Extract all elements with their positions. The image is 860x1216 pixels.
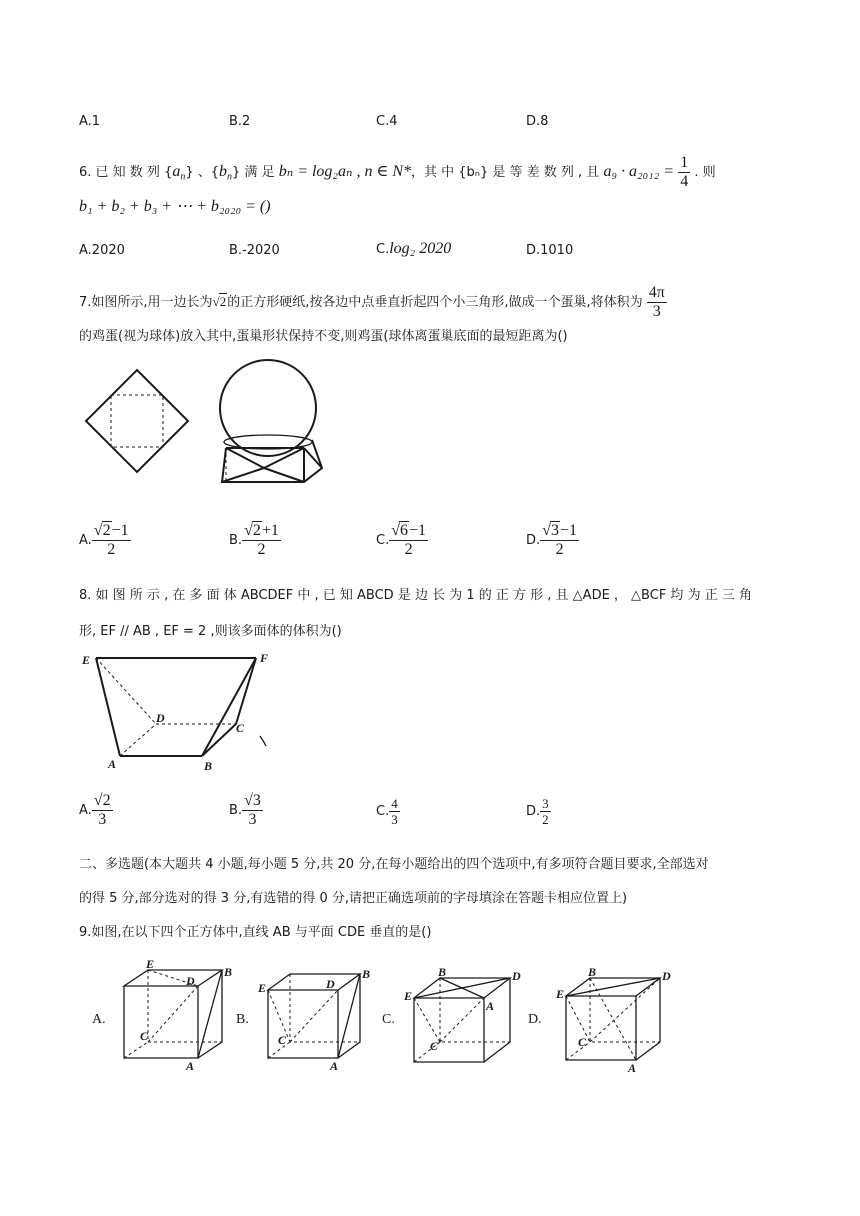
q9-label-c: C. [382,1012,395,1027]
q9-cube-b-c: C [278,1033,287,1047]
q6-option-a: A.2020 [79,243,125,258]
q7-option-b-tail: +1 [261,522,279,539]
q9-cube-b-cd [290,990,338,1042]
q9-cube-b-e: E [258,981,267,995]
q8-edge-ad [120,724,156,756]
q9-cube-c-e: E [404,989,413,1003]
q8-stray-mark [260,736,266,746]
q7-option-b-rad: 2 [252,522,261,539]
q8-option-b-label: B. [229,803,243,818]
q8-option-b [229,792,263,829]
q7-option-c-rad: 6 [400,522,408,539]
q7-option-a-tail: −1 [111,522,129,539]
q7-volume-fraction [647,284,667,321]
q6-cond: a₉ · a₂₀₁₂ = [603,163,675,180]
q9-cube-a-front [124,986,198,1058]
section2-line1: 二、多选题(本大题共 4 小题,每小题 5 分,共 20 分,在每小题给出的四个选项中,有多项符合题目要求,全部选对 [79,857,709,872]
q7-sqrt-rad: 2 [219,294,227,309]
q8-line1: 8. 如 图 所 示 , 在 多 面 体 ABCDEF 中 , 已 知 ABCD 是 边 长 为 1 的 正 方 形 , 且 △ADE ， △BCF 均 为 正 三 角 [79,588,752,603]
q6-stem-b: } 满 足 [232,165,279,180]
q7-egg-sphere [220,360,316,456]
q7-option-c-tail: −1 [409,522,427,539]
q7-option-a-label: A. [79,533,92,548]
q6-b-sub: n [227,171,233,183]
q8-option-d-den: 2 [542,812,549,827]
q9-cube-b-hidden [290,974,360,1042]
q9-cube-d [556,965,672,1075]
q9-cube-a [118,957,238,1073]
q7-stem [79,284,667,321]
q8-option-a-num: √2 [93,792,111,809]
section2-line2: 的得 5 分,部分选对的得 3 分,有选错的得 0 分,请把正确选项前的字母填涂在答题卡相应位置上) [79,891,628,906]
q8-option-c-num: 4 [391,796,398,811]
q7-option-d-den: 2 [555,541,564,558]
q9-cube-d-cd [590,978,660,1042]
q6-sum-line: b₁ + b₂ + b₃ + ⋯ + b₂₀₂₀ = () [79,198,271,215]
q9-cube-a-hidden2 [124,1042,148,1058]
q6-sep: } 、{ [185,165,220,180]
q5-option-d: D.8 [526,114,549,129]
q9-cube-c-hidden [440,978,510,1042]
q9-cube-a-cd [148,986,198,1042]
q7-egg-nest-figure [212,360,332,510]
q9-cube-d-side [636,978,660,1060]
q9-label-b: B. [236,1012,249,1027]
q9-cube-c-front [414,998,484,1062]
q6-option-b: B.-2020 [229,243,280,258]
q7-vol-den: 3 [652,303,661,320]
q9-cube-b-b: B [362,967,371,981]
q8-option-d [526,796,551,827]
q7-square-figure [82,368,192,478]
q9-label-d: D. [528,1012,542,1027]
q7-option-a-rad: 2 [102,522,111,539]
q7-option-d-label: D. [526,533,541,548]
q7-nest-fold-2 [264,448,304,468]
q6-cond-den: 4 [680,173,689,190]
q9-cube-b [258,967,374,1073]
q9-cube-d-ed [566,978,660,996]
q7-option-a-den: 2 [107,541,116,558]
q7-option-c-den: 2 [404,541,413,558]
q9-cube-c-side [484,978,510,1062]
q8-option-d-num: 3 [542,796,549,811]
q8-option-a-den: 3 [98,811,107,828]
q6-stem [79,154,716,191]
q9-cube-d-e: E [556,987,565,1001]
q9-label-a: A. [92,1012,106,1027]
q9-cube-a-d: D [186,974,195,988]
q6-a-sub: n [180,171,186,183]
q6-formula: bₙ = log₂aₙ , n ∈ N* [278,163,411,180]
q9-cube-a-c: C [140,1029,149,1043]
q8-edge-bc [202,724,236,756]
q8-edge-fb [202,658,256,756]
q6-stem-d: . 则 [694,165,716,180]
q7-option-b-den: 2 [257,541,266,558]
q6-a-n: a [172,163,181,180]
q9-cube-d-d: D [662,969,671,983]
q7-option-d-tail: −1 [559,522,577,539]
q8-option-d-label: D. [526,804,541,819]
q6-stem-c: ，其 中 {bₙ} 是 等 差 数 列 , 且 [411,165,604,180]
q7-option-c-label: C. [376,533,390,548]
q9-cube-c-ba [440,978,484,998]
q9-cube-a-aa: A [186,1059,195,1073]
q9-cube-d-ba [590,978,636,1060]
q8-label-a: A [108,757,117,771]
q6-option-d: D.1010 [526,243,574,258]
q9-cube-c-d: D [512,969,521,983]
q7-option-d-rad: 3 [550,522,559,539]
q7-outer-diamond [86,370,188,472]
q8-edge-ea [96,658,120,756]
q8-edge-fc [236,658,256,724]
q9-cube-c-c: C [430,1039,439,1053]
q6-stem-a: 6. 已 知 数 列 { [79,165,173,180]
q8-label-c: C [236,721,245,735]
q9-cube-d-aa: A [628,1061,637,1075]
q9-cube-d-c: C [578,1035,587,1049]
q7-inner-square [111,395,163,447]
q7-option-d: D. $\frac{√3-1}{2}$ [526,522,577,558]
q9-cube-c-aa: A [486,999,495,1013]
q9-cube-b-d: D [326,977,335,991]
q7-sphere-equator [224,435,312,449]
q6-option-c [376,240,451,258]
q5-option-c: C.4 [376,114,398,129]
q9-cube-a-hidden [148,970,222,1042]
q8-option-b-den: 3 [248,811,257,828]
q8-line2: 形, EF // AB , EF = 2 ,则该多面体的体积为() [79,624,342,639]
q6-cond-fraction [678,154,690,191]
q7-nest-fold-4 [264,468,304,482]
q7-line2: 的鸡蛋(视为球体)放入其中,蛋巢形状保持不变,则鸡蛋(球体离蛋巢底面的最短距离为() [79,329,568,344]
q8-polyhedron-figure [80,648,280,773]
q8-option-a [79,792,113,829]
q7-option-b: B. $\frac{√2+1}{2}$ [229,522,279,558]
q8-label-e: E [82,653,91,667]
q8-option-a-label: A. [79,803,92,818]
q9-cube-b-front [268,990,338,1058]
q8-label-b: B [204,759,213,773]
q7-option-b-label: B. [229,533,243,548]
q8-option-b-num: √3 [244,792,261,809]
q9-cube-b-ab [338,974,360,1058]
q9-cube-c-ec [414,998,440,1042]
q8-label-d: D [156,711,165,725]
q9-cube-a-e: E [146,957,155,971]
q6-option-c-math: log₂ 2020 [389,240,452,257]
q7-sqrt: √2 [212,294,227,309]
q9-cube-d-b: B [588,965,597,979]
q5-option-a: A.1 [79,114,101,129]
q8-label-f: F [260,651,269,665]
q6-option-c-label: C. [376,242,390,257]
q8-option-c-label: C. [376,804,390,819]
q9-cube-c [404,965,521,1070]
q7-nest-base [222,440,322,482]
q7-nest-fold-3 [222,468,264,482]
q9-cube-d-front [566,996,636,1060]
q8-option-c [376,796,400,827]
q7-option-a: A. $\frac{√2-1}{2}$ [79,522,129,558]
q9-cube-b-aa: A [330,1059,339,1073]
q7-vol-num: 4π [648,284,665,301]
q5-option-b: B.2 [229,114,251,129]
q9-stem: 9.如图,在以下四个正方体中,直线 AB 与平面 CDE 垂直的是() [79,925,432,940]
q9-cube-c-ca [440,998,484,1042]
q9-cube-c-b: B [438,965,447,979]
q6-b-n: b [219,163,228,180]
q7-stem-b: 的正方形硬纸,按各边中点垂直折起四个小三角形,做成一个蛋巢,将体积为 [227,295,643,310]
q8-option-c-den: 3 [391,812,398,827]
q9-cube-a-b: B [224,965,233,979]
q9-cube-b-top [268,974,360,990]
q6-cond-num: 1 [680,154,689,171]
q7-option-c: C. $\frac{√6-1}{2}$ [376,522,427,558]
q7-stem-a: 7.如图所示,用一边长为 [79,295,213,310]
